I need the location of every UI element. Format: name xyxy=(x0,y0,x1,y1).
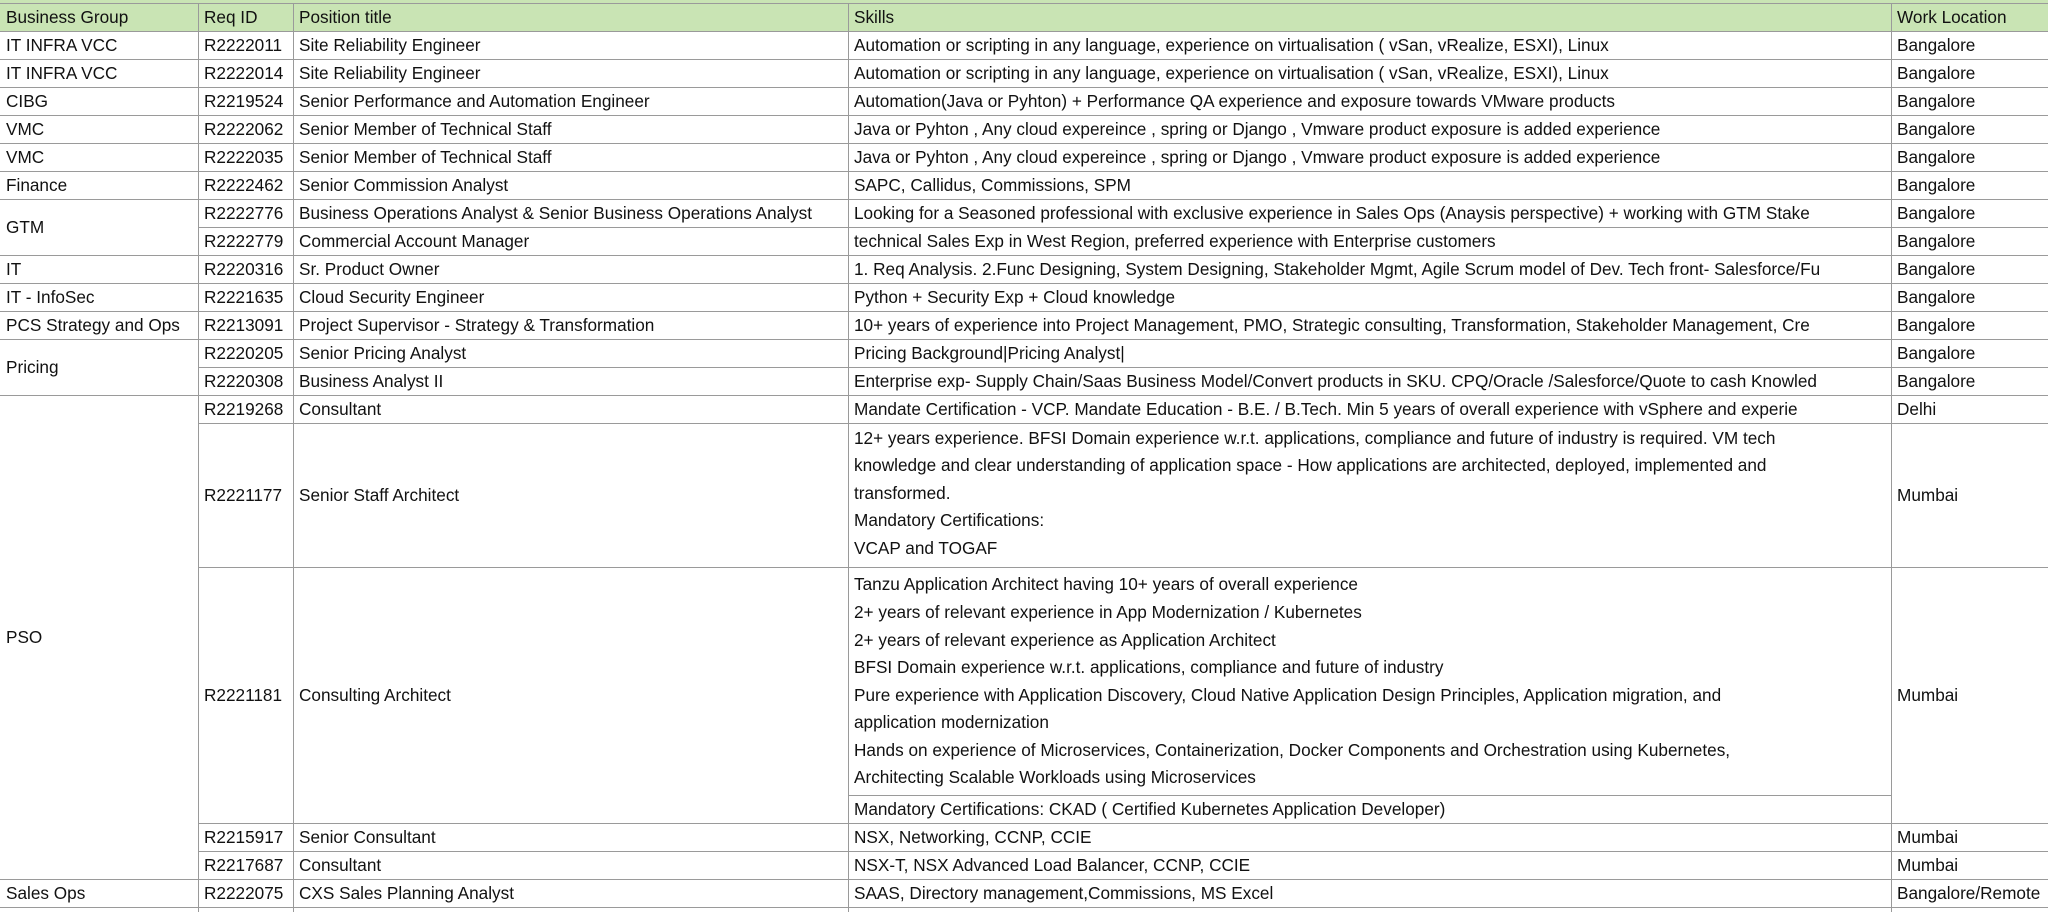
skills-line: 12+ years experience. BFSI Domain experience w.r.t. applications, compliance and future of industry is required. VM tech xyxy=(854,428,1776,448)
position-title-cell[interactable]: Site Reliability Engineer xyxy=(299,35,481,55)
position-title-cell[interactable]: Consultant xyxy=(299,399,382,419)
group-cell[interactable]: IT INFRA VCC xyxy=(6,35,118,55)
req-id-cell[interactable]: R2222014 xyxy=(204,63,284,83)
req-id-cell[interactable]: R2222062 xyxy=(204,119,284,139)
req-id-cell[interactable]: R2222776 xyxy=(204,203,284,223)
group-cell[interactable]: Sales Ops xyxy=(6,883,86,903)
req-id-cell[interactable]: R2219524 xyxy=(204,91,284,111)
location-cell[interactable]: Mumbai xyxy=(1897,827,1959,847)
position-title-cell[interactable]: CXS Sales Planning Analyst xyxy=(299,883,514,903)
skills-cell[interactable]: SAAS, Directory management,Commissions, MS Excel xyxy=(854,883,1274,903)
header-work-location[interactable]: Work Location xyxy=(1897,7,2007,27)
position-title-cell[interactable]: Consulting Architect xyxy=(299,685,451,705)
header-skills[interactable]: Skills xyxy=(854,7,895,27)
group-cell[interactable]: Finance xyxy=(6,175,68,195)
position-title-cell[interactable]: Cloud Security Engineer xyxy=(299,287,485,307)
req-id-cell[interactable]: R2222011 xyxy=(204,35,283,55)
position-title-cell[interactable]: Senior Pricing Analyst xyxy=(299,343,467,363)
position-title-cell[interactable]: Consultant xyxy=(299,855,382,875)
req-id-cell[interactable]: R2222462 xyxy=(204,175,284,195)
group-cell[interactable]: Pricing xyxy=(6,357,59,377)
skills-cell[interactable]: 1. Req Analysis. 2.Func Designing, System Designing, Stakeholder Mgmt, Agile Scrum model of Dev. Tech front- Salesforce/Fu xyxy=(854,259,1821,279)
header-position-title[interactable]: Position title xyxy=(299,7,392,27)
position-title-cell[interactable]: Sr. Product Owner xyxy=(299,259,440,279)
location-cell[interactable]: Bangalore/Remote xyxy=(1897,883,2041,903)
position-title-cell[interactable]: Senior Member of Technical Staff xyxy=(299,147,552,167)
skills-cell[interactable]: Looking for a Seasoned professional with exclusive experience in Sales Ops (Anaysis perspective) + working with GTM Stake xyxy=(854,203,1810,223)
req-id-cell[interactable]: R2221181 xyxy=(204,685,283,705)
req-id-cell[interactable]: R2220316 xyxy=(204,259,284,279)
skills-cell[interactable]: Enterprise exp- Supply Chain/Saas Business Model/Convert products in SKU. CPQ/Oracle /Salesforce/Quote to cash Knowled xyxy=(854,371,1817,391)
position-title-cell[interactable]: Senior Consultant xyxy=(299,827,436,847)
group-cell[interactable]: VMC xyxy=(6,147,45,167)
location-cell[interactable]: Bangalore xyxy=(1897,203,1976,223)
group-cell[interactable]: IT xyxy=(6,259,22,279)
skills-cell[interactable]: Java or Pyhton , Any cloud expereince , spring or Django , Vmware product exposure is added experience xyxy=(854,147,1661,167)
skills-cell[interactable]: technical Sales Exp in West Region, preferred experience with Enterprise customers xyxy=(854,231,1496,251)
req-id-cell[interactable]: R2221635 xyxy=(204,287,284,307)
location-cell[interactable]: Bangalore xyxy=(1897,343,1976,363)
req-id-cell[interactable]: R2222075 xyxy=(204,883,284,903)
location-cell[interactable]: Mumbai xyxy=(1897,855,1959,875)
skills-line: Hands on experience of Microservices, Containerization, Docker Components and Orchestration using Kubernetes, xyxy=(854,740,1731,760)
skills-cell[interactable]: Python + Security Exp + Cloud knowledge xyxy=(854,287,1176,307)
location-cell[interactable]: Bangalore xyxy=(1897,371,1976,391)
req-id-cell[interactable]: R2221177 xyxy=(204,485,283,505)
skills-line: BFSI Domain experience w.r.t. applications, compliance and future of industry xyxy=(854,657,1444,677)
location-cell[interactable]: Bangalore xyxy=(1897,35,1976,55)
location-cell[interactable]: Bangalore xyxy=(1897,259,1976,279)
group-cell[interactable]: IT - InfoSec xyxy=(6,287,95,307)
skills-cell[interactable]: NSX-T, NSX Advanced Load Balancer, CCNP, CCIE xyxy=(854,855,1251,875)
location-cell[interactable]: Bangalore xyxy=(1897,287,1976,307)
group-cell[interactable]: PSO xyxy=(6,627,43,647)
location-cell[interactable]: Mumbai xyxy=(1897,485,1959,505)
header-business-group[interactable]: Business Group xyxy=(6,7,129,27)
location-cell[interactable]: Bangalore xyxy=(1897,63,1976,83)
position-title-cell[interactable]: Senior Member of Technical Staff xyxy=(299,119,552,139)
skills-cell[interactable]: Java or Pyhton , Any cloud expereince , spring or Django , Vmware product exposure is added experience xyxy=(854,119,1661,139)
location-cell[interactable]: Bangalore xyxy=(1897,315,1976,335)
location-cell[interactable]: Bangalore xyxy=(1897,175,1976,195)
skills-cell[interactable]: Pricing Background|Pricing Analyst| xyxy=(854,343,1125,363)
skills-cell[interactable]: Mandate Certification - VCP. Mandate Education - B.E. / B.Tech. Min 5 years of overall experience with vSphere and experie xyxy=(854,399,1798,419)
req-id-cell[interactable]: R2222035 xyxy=(204,147,284,167)
location-cell[interactable]: Bangalore xyxy=(1897,147,1976,167)
req-id-cell[interactable]: R2222779 xyxy=(204,231,284,251)
skills-line: 2+ years of relevant experience in App Modernization / Kubernetes xyxy=(854,602,1362,622)
row-divider xyxy=(0,907,2048,908)
req-id-cell[interactable]: R2220205 xyxy=(204,343,284,363)
group-cell[interactable]: PCS Strategy and Ops xyxy=(6,315,180,335)
skills-cell[interactable]: NSX, Networking, CCNP, CCIE xyxy=(854,827,1092,847)
position-title-cell[interactable]: Business Analyst II xyxy=(299,371,444,391)
position-title-cell[interactable]: Project Supervisor - Strategy & Transformation xyxy=(299,315,655,335)
skills-line: Architecting Scalable Workloads using Microservices xyxy=(854,767,1256,787)
position-title-cell[interactable]: Senior Commission Analyst xyxy=(299,175,509,195)
skills-line: knowledge and clear understanding of application space - How applications are architected, deployed, implemented and xyxy=(854,455,1767,475)
skills-line: Pure experience with Application Discovery, Cloud Native Application Design Principles, Application migration, and xyxy=(854,685,1722,705)
group-cell[interactable]: CIBG xyxy=(6,91,49,111)
header-req-id[interactable]: Req ID xyxy=(204,7,258,27)
skills-line: Tanzu Application Architect having 10+ years of overall experience xyxy=(854,574,1358,594)
skills-cell[interactable]: Automation or scripting in any language, experience on virtualisation ( vSan, vRealize, ESXI), Linux xyxy=(854,63,1609,83)
req-id-cell[interactable]: R2220308 xyxy=(204,371,284,391)
req-id-cell[interactable]: R2219268 xyxy=(204,399,284,419)
position-title-cell[interactable]: Senior Performance and Automation Engineer xyxy=(299,91,650,111)
skills-line: VCAP and TOGAF xyxy=(854,538,998,558)
group-cell[interactable]: IT INFRA VCC xyxy=(6,63,118,83)
skills-cell[interactable]: SAPC, Callidus, Commissions, SPM xyxy=(854,175,1131,195)
position-title-cell[interactable]: Business Operations Analyst & Senior Business Operations Analyst xyxy=(299,203,813,223)
skills-line: application modernization xyxy=(854,712,1049,732)
position-title-cell[interactable]: Senior Staff Architect xyxy=(299,485,460,505)
location-cell[interactable]: Bangalore xyxy=(1897,231,1976,251)
req-id-cell[interactable]: R2213091 xyxy=(204,315,284,335)
location-cell[interactable]: Bangalore xyxy=(1897,91,1976,111)
skills-cell[interactable]: Automation or scripting in any language, experience on virtualisation ( vSan, vRealize, ESXI), Linux xyxy=(854,35,1609,55)
location-cell[interactable]: Bangalore xyxy=(1897,119,1976,139)
position-title-cell[interactable]: Site Reliability Engineer xyxy=(299,63,481,83)
skills-cell[interactable]: Automation(Java or Pyhton) + Performance QA experience and exposure towards VMware products xyxy=(854,91,1615,111)
req-id-cell[interactable]: R2217687 xyxy=(204,855,284,875)
skills-line: transformed. xyxy=(854,483,951,503)
req-id-cell[interactable]: R2215917 xyxy=(204,827,284,847)
location-cell[interactable]: Mumbai xyxy=(1897,685,1959,705)
group-cell[interactable]: GTM xyxy=(6,217,45,237)
skills-cell[interactable]: Mandatory Certifications: CKAD ( Certified Kubernetes Application Developer) xyxy=(854,799,1446,819)
position-title-cell[interactable]: Commercial Account Manager xyxy=(299,231,530,251)
group-cell[interactable]: VMC xyxy=(6,119,45,139)
skills-line: 2+ years of relevant experience as Application Architect xyxy=(854,630,1276,650)
skills-line: Mandatory Certifications: xyxy=(854,510,1045,530)
skills-cell[interactable]: 10+ years of experience into Project Management, PMO, Strategic consulting, Transformation, Stakeholder Management, Cre xyxy=(854,315,1810,335)
location-cell[interactable]: Delhi xyxy=(1897,399,1937,419)
